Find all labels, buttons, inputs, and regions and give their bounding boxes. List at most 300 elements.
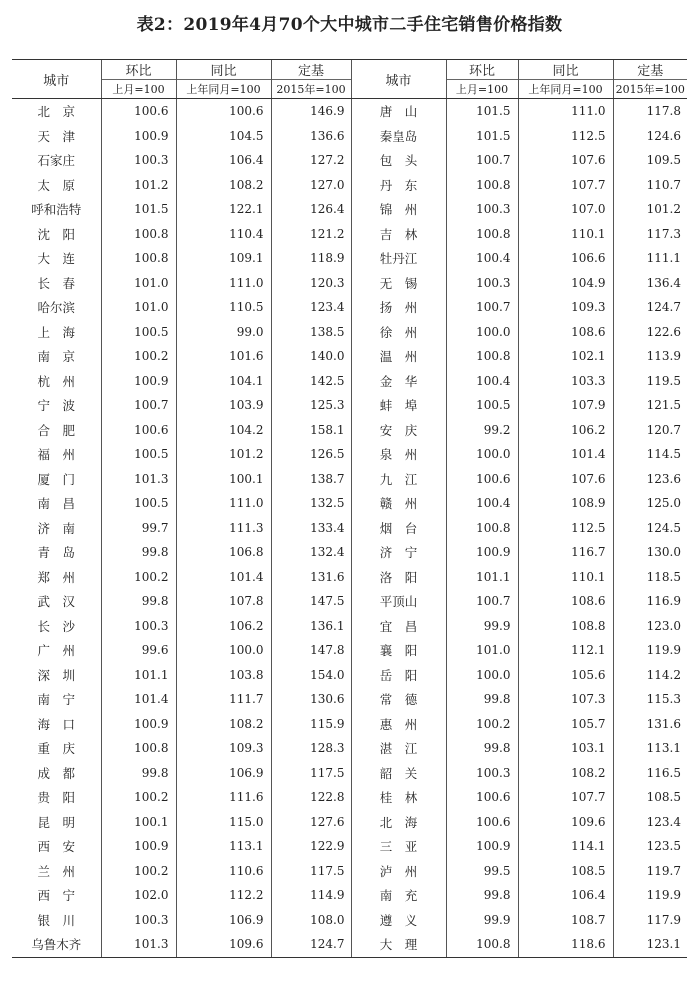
mom-cell: 99.8: [101, 540, 176, 565]
fixed-base-cell: 116.9: [613, 589, 687, 614]
yoy-cell: 108.5: [518, 859, 613, 884]
yoy-cell: 107.7: [518, 173, 613, 198]
fixed-base-cell: 109.5: [613, 148, 687, 173]
fixed-base-cell: 127.2: [271, 148, 351, 173]
yoy-cell: 104.5: [176, 124, 271, 149]
table-row: [12, 834, 687, 859]
fixed-base-cell: 158.1: [271, 418, 351, 443]
fixed-base-cell: 117.9: [613, 908, 687, 933]
mom-cell: 100.5: [101, 442, 176, 467]
fixed-base-cell: 121.5: [613, 393, 687, 418]
mom-cell: 100.2: [101, 565, 176, 590]
yoy-cell: 111.0: [518, 99, 613, 124]
yoy-cell: 109.3: [518, 295, 613, 320]
mom-cell: 101.5: [446, 99, 518, 124]
city-cell: 吉 林: [351, 222, 446, 247]
city-cell: 秦皇岛: [351, 124, 446, 149]
mom-cell: 100.9: [101, 369, 176, 394]
yoy-cell: 102.1: [518, 344, 613, 369]
mom-cell: 100.7: [446, 589, 518, 614]
yoy-cell: 110.4: [176, 222, 271, 247]
yoy-cell: 112.5: [518, 124, 613, 149]
mom-cell: 99.2: [446, 418, 518, 443]
mom-cell: 101.2: [101, 173, 176, 198]
mom-cell: 100.0: [446, 442, 518, 467]
city-cell: 广 州: [37, 643, 75, 659]
city-cell: 大 连: [37, 251, 75, 267]
yoy-base-subheader: 上年同月=100: [518, 80, 613, 99]
city-cell: 牡丹江: [351, 246, 446, 271]
yoy-cell: 108.8: [518, 614, 613, 639]
fixed-base-cell: 116.5: [613, 761, 687, 786]
city-cell: 南 充: [351, 883, 446, 908]
fixed-base-cell: 122.9: [271, 834, 351, 859]
mom-cell: 100.0: [446, 663, 518, 688]
yoy-cell: 107.3: [518, 687, 613, 712]
mom-cell: 100.8: [446, 222, 518, 247]
yoy-cell: 103.1: [518, 736, 613, 761]
city-cell: 长 沙: [37, 618, 75, 634]
city-cell: 襄 阳: [351, 638, 446, 663]
table-row: [12, 173, 687, 198]
yoy-cell: 110.5: [176, 295, 271, 320]
table-row: [12, 516, 687, 541]
fixed-base-cell: 120.7: [613, 418, 687, 443]
city-cell: 长 春: [37, 275, 75, 291]
table-row: [12, 442, 687, 467]
mom-cell: 100.8: [101, 736, 176, 761]
city-cell: 太 原: [37, 177, 75, 193]
mom-cell: 99.7: [101, 516, 176, 541]
city-column-header: 城市: [12, 60, 101, 99]
fixed-base-cell: 127.6: [271, 810, 351, 835]
yoy-cell: 115.0: [176, 810, 271, 835]
yoy-cell: 106.4: [518, 883, 613, 908]
yoy-cell: 109.6: [518, 810, 613, 835]
yoy-cell: 101.6: [176, 344, 271, 369]
yoy-cell: 101.2: [176, 442, 271, 467]
city-cell: 泸 州: [351, 859, 446, 884]
table-row: [12, 859, 687, 884]
mom-cell: 99.8: [446, 687, 518, 712]
city-cell: 南 宁: [37, 692, 75, 708]
mom-cell: 100.7: [101, 393, 176, 418]
yoy-cell: 107.6: [518, 148, 613, 173]
fixed-base-cell: 118.5: [613, 565, 687, 590]
fixed-base-cell: 114.5: [613, 442, 687, 467]
fixed-base-cell: 130.6: [271, 687, 351, 712]
fixed-base-cell: 146.9: [271, 99, 351, 124]
city-cell: 西 宁: [37, 888, 75, 904]
fixed-base-cell: 131.6: [271, 565, 351, 590]
mom-cell: 100.7: [446, 295, 518, 320]
table-row: [12, 271, 687, 296]
fixed-base-cell: 122.6: [613, 320, 687, 345]
yoy-cell: 103.9: [176, 393, 271, 418]
table-header: [12, 60, 687, 99]
table-row: [12, 393, 687, 418]
yoy-cell: 104.2: [176, 418, 271, 443]
yoy-cell: 110.6: [176, 859, 271, 884]
mom-cell: 101.0: [101, 271, 176, 296]
fixed-base-cell: 119.5: [613, 369, 687, 394]
fixed-base-cell: 115.9: [271, 712, 351, 737]
mom-cell: 100.9: [101, 712, 176, 737]
yoy-cell: 100.6: [176, 99, 271, 124]
fixed-base-cell: 130.0: [613, 540, 687, 565]
yoy-cell: 113.1: [176, 834, 271, 859]
yoy-cell: 108.2: [176, 173, 271, 198]
fixed-base-cell: 124.6: [613, 124, 687, 149]
yoy-cell: 106.2: [176, 614, 271, 639]
yoy-cell: 111.7: [176, 687, 271, 712]
mom-cell: 99.8: [101, 761, 176, 786]
city-cell: 丹 东: [351, 173, 446, 198]
table-row: [12, 246, 687, 271]
yoy-cell: 122.1: [176, 197, 271, 222]
yoy-cell: 108.9: [518, 491, 613, 516]
city-cell: 石家庄: [37, 153, 75, 169]
fixed-base-cell: 123.6: [613, 467, 687, 492]
city-cell: 湛 江: [351, 736, 446, 761]
yoy-base-subheader: 上年同月=100: [176, 80, 271, 99]
fixed-base-cell: 120.3: [271, 271, 351, 296]
mom-cell: 99.6: [101, 638, 176, 663]
fixed-base-cell: 124.5: [613, 516, 687, 541]
mom-cell: 100.2: [101, 344, 176, 369]
mom-cell: 100.9: [446, 540, 518, 565]
fixed-base-cell: 117.5: [271, 859, 351, 884]
table-row: [12, 663, 687, 688]
table-row: [12, 467, 687, 492]
table-row: [12, 736, 687, 761]
yoy-cell: 112.5: [518, 516, 613, 541]
city-cell: 北 京: [37, 104, 75, 120]
city-cell: 济 宁: [351, 540, 446, 565]
mom-cell: 99.8: [101, 589, 176, 614]
fixed-base-cell: 122.8: [271, 785, 351, 810]
yoy-cell: 107.7: [518, 785, 613, 810]
table-row: [12, 761, 687, 786]
city-cell: 烟 台: [351, 516, 446, 541]
mom-cell: 100.0: [446, 320, 518, 345]
city-cell: 泉 州: [351, 442, 446, 467]
city-cell: 南 昌: [37, 496, 75, 512]
yoy-cell: 107.8: [176, 589, 271, 614]
yoy-cell: 103.3: [518, 369, 613, 394]
yoy-column-header: 同比: [176, 60, 271, 80]
city-cell: 洛 阳: [351, 565, 446, 590]
table-row: [12, 565, 687, 590]
yoy-cell: 111.0: [176, 271, 271, 296]
table-row: [12, 369, 687, 394]
city-cell: 惠 州: [351, 712, 446, 737]
fixed-base-cell: 125.3: [271, 393, 351, 418]
yoy-cell: 108.2: [518, 761, 613, 786]
mom-cell: 100.2: [101, 859, 176, 884]
fixed-base-cell: 147.5: [271, 589, 351, 614]
fixed-base-cell: 126.4: [271, 197, 351, 222]
mom-cell: 100.6: [446, 467, 518, 492]
city-cell: 常 德: [351, 687, 446, 712]
fixed-base-cell: 119.7: [613, 859, 687, 884]
city-cell: 杭 州: [37, 373, 75, 389]
city-cell: 韶 关: [351, 761, 446, 786]
table-row: [12, 540, 687, 565]
fixed-base-cell: 140.0: [271, 344, 351, 369]
mom-cell: 100.8: [446, 516, 518, 541]
yoy-cell: 111.6: [176, 785, 271, 810]
price-index-table: [12, 59, 687, 958]
mom-cell: 100.4: [446, 491, 518, 516]
mom-cell: 101.0: [446, 638, 518, 663]
fixed-base-cell: 124.7: [271, 932, 351, 957]
mom-cell: 100.6: [101, 99, 176, 124]
table-row: [12, 883, 687, 908]
yoy-cell: 111.0: [176, 491, 271, 516]
city-cell: 武 汉: [37, 594, 75, 610]
fixed-base-subheader: 2015年=100: [613, 80, 687, 99]
table-row: [12, 491, 687, 516]
yoy-cell: 107.9: [518, 393, 613, 418]
table-row: [12, 222, 687, 247]
yoy-cell: 106.4: [176, 148, 271, 173]
yoy-cell: 106.9: [176, 908, 271, 933]
fixed-base-cell: 127.0: [271, 173, 351, 198]
city-cell: 蚌 埠: [351, 393, 446, 418]
fixed-base-cell: 123.4: [271, 295, 351, 320]
fixed-base-cell: 119.9: [613, 638, 687, 663]
mom-cell: 100.6: [101, 418, 176, 443]
city-cell: 金 华: [351, 369, 446, 394]
fixed-base-cell: 113.9: [613, 344, 687, 369]
city-cell: 深 圳: [37, 667, 75, 683]
yoy-cell: 111.3: [176, 516, 271, 541]
city-cell: 岳 阳: [351, 663, 446, 688]
city-cell: 合 肥: [37, 422, 75, 438]
mom-cell: 100.8: [446, 344, 518, 369]
city-cell: 锦 州: [351, 197, 446, 222]
city-cell: 福 州: [37, 447, 75, 463]
table-row: [12, 810, 687, 835]
city-cell: 包 头: [351, 148, 446, 173]
table-row: [12, 197, 687, 222]
city-cell: 重 庆: [37, 741, 75, 757]
yoy-cell: 108.2: [176, 712, 271, 737]
mom-cell: 99.8: [446, 883, 518, 908]
city-cell: 郑 州: [37, 569, 75, 585]
fixed-base-cell: 124.7: [613, 295, 687, 320]
yoy-cell: 108.6: [518, 320, 613, 345]
mom-cell: 99.9: [446, 908, 518, 933]
mom-cell: 100.8: [101, 222, 176, 247]
city-cell: 宜 昌: [351, 614, 446, 639]
yoy-cell: 114.1: [518, 834, 613, 859]
yoy-cell: 112.2: [176, 883, 271, 908]
city-cell: 九 江: [351, 467, 446, 492]
city-cell: 银 川: [37, 912, 75, 928]
city-cell: 桂 林: [351, 785, 446, 810]
fixed-base-cell: 113.1: [613, 736, 687, 761]
table-row: [12, 589, 687, 614]
mom-cell: 100.5: [101, 491, 176, 516]
fixed-base-cell: 136.6: [271, 124, 351, 149]
city-cell: 沈 阳: [37, 226, 75, 242]
fixed-base-cell: 138.7: [271, 467, 351, 492]
mom-cell: 100.3: [101, 148, 176, 173]
city-cell: 青 岛: [37, 545, 75, 561]
city-cell: 无 锡: [351, 271, 446, 296]
city-cell: 兰 州: [37, 863, 75, 879]
fixed-base-cell: 123.4: [613, 810, 687, 835]
mom-cell: 101.0: [101, 295, 176, 320]
fixed-base-cell: 119.9: [613, 883, 687, 908]
fixed-base-cell: 117.8: [613, 99, 687, 124]
city-cell: 三 亚: [351, 834, 446, 859]
table-row: [12, 638, 687, 663]
mom-cell: 100.2: [446, 712, 518, 737]
yoy-cell: 104.1: [176, 369, 271, 394]
fixed-base-cell: 123.5: [613, 834, 687, 859]
yoy-cell: 105.7: [518, 712, 613, 737]
mom-cell: 100.1: [101, 810, 176, 835]
fixed-base-cell: 142.5: [271, 369, 351, 394]
city-cell: 遵 义: [351, 908, 446, 933]
page-title: 表2：2019年4月70个大中城市二手住宅销售价格指数: [136, 15, 563, 35]
table-row: [12, 687, 687, 712]
mom-cell: 100.4: [446, 369, 518, 394]
city-cell: 大 理: [351, 932, 446, 957]
fixed-base-cell: 108.5: [613, 785, 687, 810]
city-cell: 南 京: [37, 349, 75, 365]
city-cell: 海 口: [37, 716, 75, 732]
yoy-cell: 101.4: [518, 442, 613, 467]
yoy-cell: 112.1: [518, 638, 613, 663]
mom-cell: 101.3: [101, 467, 176, 492]
table-row: [12, 932, 687, 957]
mom-cell: 101.4: [101, 687, 176, 712]
city-cell: 宁 波: [37, 398, 75, 414]
mom-cell: 100.6: [446, 785, 518, 810]
yoy-cell: 106.6: [518, 246, 613, 271]
fixed-base-cell: 131.6: [613, 712, 687, 737]
mom-cell: 102.0: [101, 883, 176, 908]
yoy-cell: 106.8: [176, 540, 271, 565]
city-cell: 北 海: [351, 810, 446, 835]
city-cell: 呼和浩特: [31, 202, 82, 218]
fixed-base-cell: 108.0: [271, 908, 351, 933]
yoy-cell: 103.8: [176, 663, 271, 688]
fixed-base-cell: 128.3: [271, 736, 351, 761]
mom-cell: 100.5: [101, 320, 176, 345]
yoy-cell: 100.0: [176, 638, 271, 663]
mom-cell: 101.3: [101, 932, 176, 957]
mom-column-header: 环比: [101, 60, 176, 80]
mom-cell: 99.8: [446, 736, 518, 761]
fixed-base-cell: 154.0: [271, 663, 351, 688]
yoy-cell: 100.1: [176, 467, 271, 492]
table-row: [12, 614, 687, 639]
fixed-base-column-header: 定基: [271, 60, 351, 80]
fixed-base-column-header: 定基: [613, 60, 687, 80]
city-column-header: 城市: [351, 60, 446, 99]
yoy-cell: 109.1: [176, 246, 271, 271]
mom-cell: 101.5: [446, 124, 518, 149]
mom-cell: 100.9: [101, 834, 176, 859]
mom-base-subheader: 上月=100: [446, 80, 518, 99]
city-cell: 昆 明: [37, 814, 75, 830]
city-cell: 乌鲁木齐: [12, 932, 101, 957]
fixed-base-cell: 132.4: [271, 540, 351, 565]
yoy-cell: 107.0: [518, 197, 613, 222]
mom-cell: 100.3: [446, 197, 518, 222]
fixed-base-cell: 132.5: [271, 491, 351, 516]
mom-cell: 100.3: [446, 761, 518, 786]
mom-cell: 100.5: [446, 393, 518, 418]
mom-cell: 100.3: [101, 614, 176, 639]
yoy-cell: 116.7: [518, 540, 613, 565]
yoy-cell: 110.1: [518, 565, 613, 590]
mom-cell: 100.8: [446, 173, 518, 198]
fixed-base-cell: 118.9: [271, 246, 351, 271]
fixed-base-cell: 147.8: [271, 638, 351, 663]
mom-cell: 101.5: [101, 197, 176, 222]
city-cell: 哈尔滨: [37, 300, 75, 316]
table-body: [12, 99, 687, 958]
mom-cell: 100.2: [101, 785, 176, 810]
city-cell: 徐 州: [351, 320, 446, 345]
table-row: [12, 295, 687, 320]
fixed-base-cell: 123.1: [613, 932, 687, 957]
fixed-base-cell: 138.5: [271, 320, 351, 345]
fixed-base-cell: 114.2: [613, 663, 687, 688]
table-row: [12, 124, 687, 149]
city-cell: 唐 山: [351, 99, 446, 124]
yoy-cell: 108.6: [518, 589, 613, 614]
fixed-base-cell: 126.5: [271, 442, 351, 467]
yoy-cell: 105.6: [518, 663, 613, 688]
mom-cell: 99.9: [446, 614, 518, 639]
mom-cell: 100.7: [446, 148, 518, 173]
fixed-base-cell: 136.4: [613, 271, 687, 296]
city-cell: 上 海: [37, 324, 75, 340]
city-cell: 温 州: [351, 344, 446, 369]
fixed-base-cell: 125.0: [613, 491, 687, 516]
fixed-base-cell: 115.3: [613, 687, 687, 712]
mom-cell: 101.1: [101, 663, 176, 688]
table-row: [12, 344, 687, 369]
city-cell: 济 南: [37, 520, 75, 536]
city-cell: 安 庆: [351, 418, 446, 443]
fixed-base-cell: 136.1: [271, 614, 351, 639]
city-cell: 成 都: [37, 765, 75, 781]
fixed-base-cell: 101.2: [613, 197, 687, 222]
table-row: [12, 148, 687, 173]
fixed-base-cell: 133.4: [271, 516, 351, 541]
table-row: [12, 320, 687, 345]
mom-cell: 100.8: [446, 932, 518, 957]
yoy-cell: 106.2: [518, 418, 613, 443]
fixed-base-cell: 117.3: [613, 222, 687, 247]
yoy-cell: 108.7: [518, 908, 613, 933]
yoy-cell: 110.1: [518, 222, 613, 247]
mom-cell: 100.3: [101, 908, 176, 933]
table-row: [12, 712, 687, 737]
fixed-base-cell: 123.0: [613, 614, 687, 639]
city-cell: 贵 阳: [37, 790, 75, 806]
city-cell: 天 津: [37, 128, 75, 144]
yoy-cell: 101.4: [176, 565, 271, 590]
